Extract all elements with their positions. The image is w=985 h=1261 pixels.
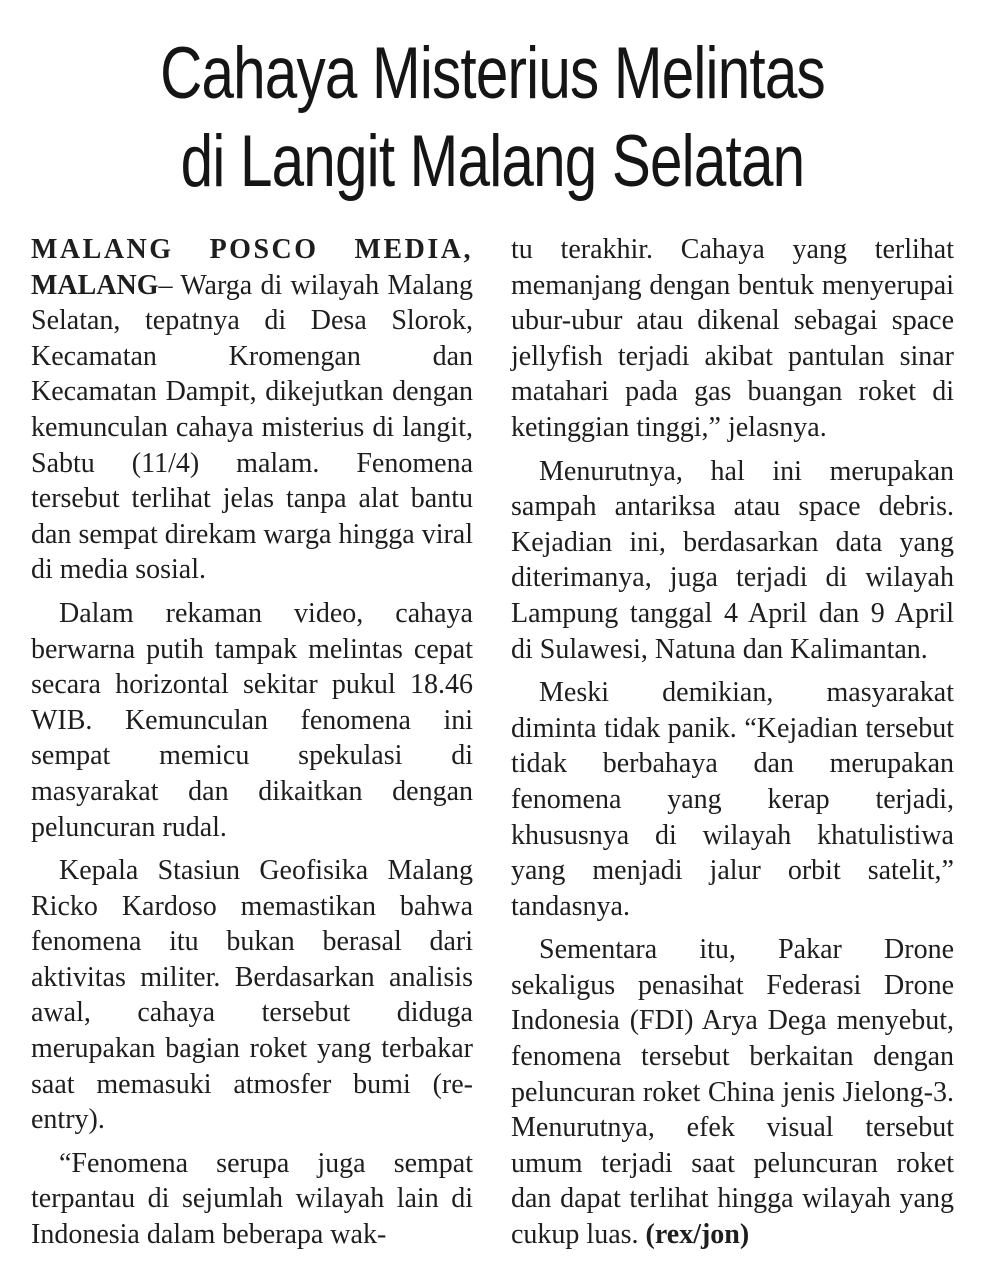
- paragraph-7: [511, 932, 954, 1252]
- author-credit: (rex/jon): [645, 1219, 750, 1251]
- paragraph-5: Menurutnya, hal ini merupakan sampah antariksa atau space debris. Kejadian ini, berdasarkan data yang diterimanya, juga terjadi di wilayah Lampung tanggal 4 April dan 9 April di Sulawesi, Natuna dan Kalimantan.: [511, 455, 954, 665]
- paragraph-1-text: – Warga di wilayah Malang Selatan, tepatnya di Desa Slorok, Kecamatan Kromengan dan Kecamatan Dampit, dikejutkan dengan kemunculan cahaya misterius di langit, Sabtu (11/4) malam. Fenomena tersebut terlihat jelas tanpa alat bantu dan sempat direkam warga hingga viral di media sosial.: [31, 269, 473, 586]
- paragraph-1: [31, 232, 473, 588]
- dateline-city: MALANG: [31, 269, 159, 301]
- paragraph-4-continued: tu terakhir. Cahaya yang terlihat memanjang dengan bentuk menyerupai ubur-ubur atau dikenal sebagai space jellyfish terjadi akibat pantulan sinar matahari pada gas buangan roket di ketinggian tinggi,” jelasnya.: [511, 234, 954, 443]
- paragraph-2: Dalam rekaman video, cahaya berwarna putih tampak melintas cepat secara horizontal sekitar pukul 18.46 WIB. Kemunculan fenomena ini sempat memicu spekulasi di masyarakat dan dikaitkan dengan peluncuran rudal.: [31, 597, 473, 843]
- paragraph-3: Kepala Stasiun Geofisika Malang Ricko Kardoso memastikan bahwa fenomena itu bukan berasal dari aktivitas militer. Berdasarkan analisis awal, cahaya tersebut diduga merupakan bagian roket yang terbakar saat memasuki atmosfer bumi (re-entry).: [31, 855, 473, 1136]
- paragraph-6: Meski demikian, masyarakat diminta tidak panik. “Kejadian tersebut tidak berbahaya dan merupakan fenomena yang kerap terjadi, khususnya di wilayah khatulistiwa yang menjadi jalur orbit satelit,” tandasnya.: [511, 677, 954, 922]
- paragraph-7-text: Sementara itu, Pakar Drone sekaligus penasihat Federasi Drone Indonesia (FDI) Arya Dega menyebut, fenomena tersebut berkaitan dengan peluncuran roket China jenis Jielong-3. Menurutnya, efek visual tersebut umum terjadi saat peluncuran roket dan dapat terlihat hingga wilayah yang cukup luas.: [511, 934, 954, 1251]
- headline: [20, 30, 965, 206]
- paragraph-4-start: “Fenomena serupa juga sempat terpantau di sejumlah wilayah lain di Indonesia dalam beberapa wak-: [31, 1147, 473, 1251]
- article-column-left: [31, 232, 473, 1261]
- article-column-right: [511, 232, 954, 1261]
- dateline: MALANG POSCO MEDIA,: [31, 234, 473, 265]
- headline-line-1: Cahaya Misterius Melintas: [160, 33, 825, 114]
- headline-line-2: di Langit Malang Selatan: [180, 121, 805, 202]
